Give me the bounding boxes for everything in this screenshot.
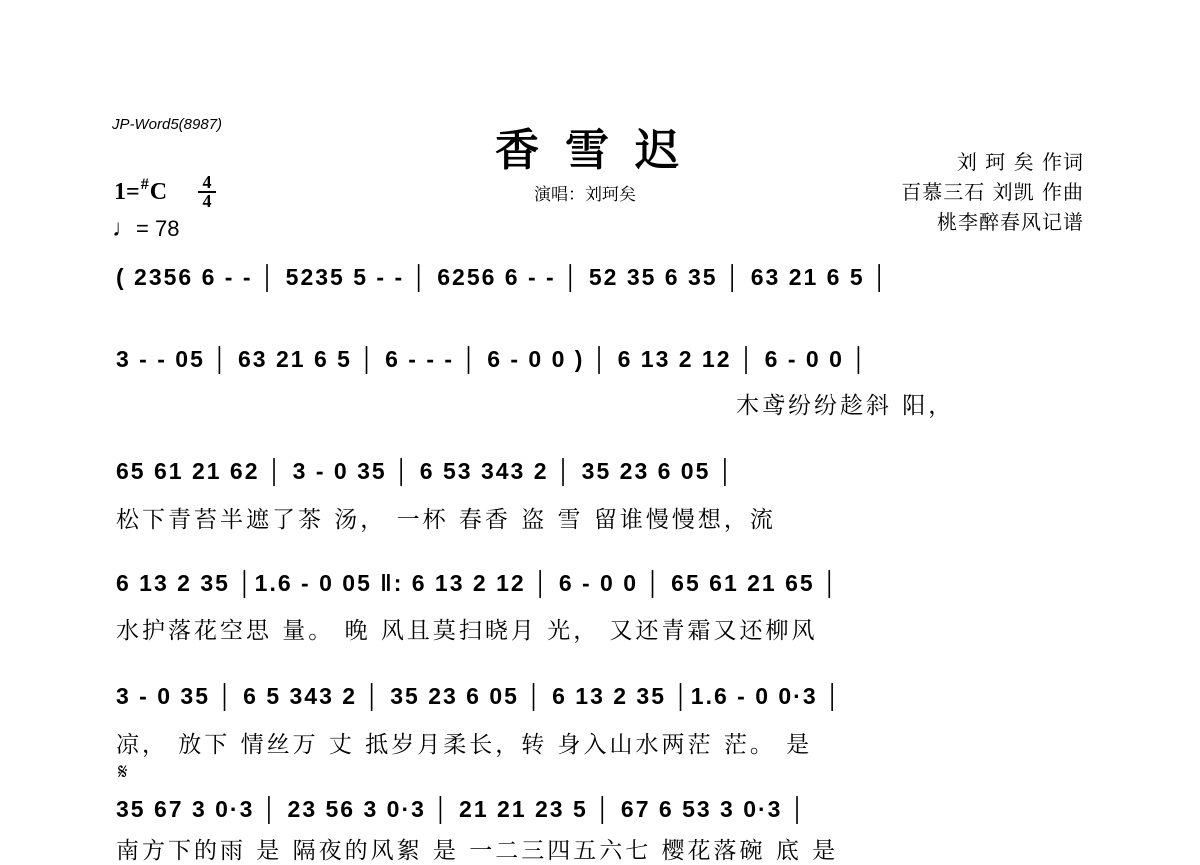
key-signature xyxy=(114,176,167,206)
score-line-3-lyrics: 松下青苔半遮了茶 汤， 一杯 春香 盗 雪 留谁慢慢想，流 xyxy=(116,507,776,533)
time-numerator: 4 xyxy=(198,174,216,193)
score-line-4-notes: 6 13 2 35 │1.6 - 0 05 ‖: 6 13 2 12 │ 6 - 0 0 │ 65 61 21 65 │ xyxy=(116,570,840,596)
quarter-note-icon: ♩ xyxy=(112,215,136,242)
time-signature xyxy=(198,174,216,210)
score-line-2-lyrics: 木鸢纷纷趁斜 阳， xyxy=(736,393,955,419)
segno-icon: 𝄋 xyxy=(118,760,128,785)
composer-credit: 百慕三石 刘凯 作曲 xyxy=(901,180,1084,204)
tempo-marking xyxy=(112,215,179,243)
notator-credit: 桃李醉春风记谱 xyxy=(937,210,1084,234)
tempo-value: = 78 xyxy=(136,216,180,241)
lyricist-credit: 刘 珂 矣 作词 xyxy=(956,150,1084,174)
score-line-4-lyrics: 水护落花空思 量。 晚 风且莫扫晓月 光， 又还青霜又还柳风 xyxy=(116,618,818,644)
score-line-3-notes: 65 61 21 62 │ 3 - 0 35 │ 6 53 343 2 │ 35 23 6 05 │ xyxy=(116,458,736,484)
sharp-icon: # xyxy=(140,176,149,193)
score-line-5-lyrics: 凉， 放下 情丝万 丈 抵岁月柔长，转 身入山水两茫 茫。 是 xyxy=(116,732,813,758)
singer-credit: 演唱：刘珂矣 xyxy=(534,185,636,205)
key-letter: C xyxy=(149,179,168,205)
time-denominator: 4 xyxy=(202,191,212,211)
song-title: 香雪迟 xyxy=(495,125,705,176)
score-line-1-notes: ( 2356 6 - - │ 5235 5 - - │ 6256 6 - - │ 52 35 6 35 │ 63 21 6 5 │ xyxy=(116,264,890,290)
score-line-2-notes: 3 - - 05 │ 63 21 6 5 │ 6 - - - │ 6 - 0 0 ) │ 6 13 2 12 │ 6 - 0 0 │ xyxy=(116,346,869,372)
score-line-6-lyrics: 南方下的雨 是 隔夜的风絮 是 一二三四五六七 樱花落碗 底 是 xyxy=(116,838,839,864)
key-prefix: 1= xyxy=(114,179,140,205)
software-watermark: JP-Word5(8987) xyxy=(112,116,223,133)
score-line-6-notes: 35 67 3 0·3 │ 23 56 3 0·3 │ 21 21 23 5 │ 67 6 53 3 0·3 │ xyxy=(116,796,808,822)
score-line-5-notes: 3 - 0 35 │ 6 5 343 2 │ 35 23 6 05 │ 6 13 2 35 │1.6 - 0 0·3 │ xyxy=(116,683,843,709)
